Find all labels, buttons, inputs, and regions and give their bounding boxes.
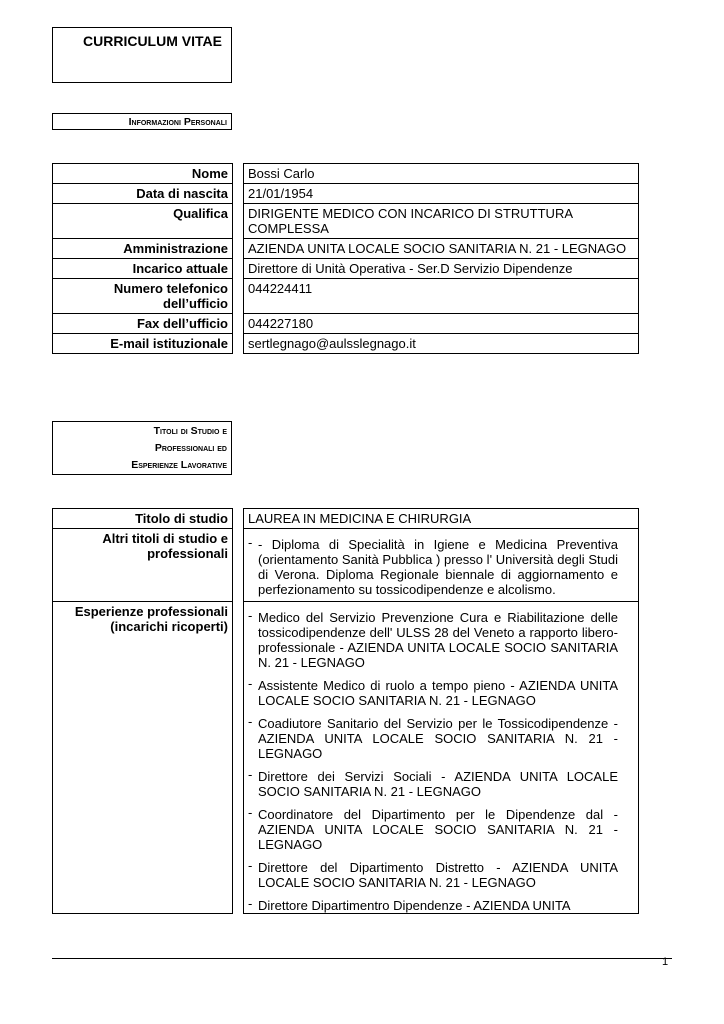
row-label: Numero telefonico dell’ufficio — [53, 279, 233, 314]
section-personal-info-header: Informazioni Personali — [52, 113, 232, 130]
row-value — [244, 529, 639, 602]
row-label: Altri titoli di studio e professionali — [53, 529, 233, 602]
table-row — [53, 529, 639, 602]
row-value: 044227180 — [244, 314, 639, 334]
row-value: AZIENDA UNITA LOCALE SOCIO SANITARIA N. 21 - LEGNAGO — [244, 239, 639, 259]
row-label: Amministrazione — [53, 239, 233, 259]
row-label: E-mail istituzionale — [53, 334, 233, 354]
list-item: - Medico del Servizio Prevenzione Cura e Riabilitazione delle tossicodipendenze dell' ULSS 28 del Veneto a rapporto libero-professionale - AZIENDA UNITA LOCALE SOCIO SANITARIA N. 21 - LEGNAGO — [248, 608, 618, 670]
table-row — [53, 279, 639, 314]
personal-info-table — [52, 163, 639, 354]
row-value: DIRIGENTE MEDICO CON INCARICO DI STRUTTURA COMPLESSA — [244, 204, 639, 239]
cv-title: CURRICULUM VITAE — [83, 33, 222, 49]
row-value: sertlegnago@aulsslegnago.it — [244, 334, 639, 354]
table-row — [53, 509, 639, 529]
list-item-text: Direttore del Dipartimento Distretto - AZIENDA UNITA LOCALE SOCIO SANITARIA N. 21 - LEGNAGO — [258, 860, 618, 890]
row-label: Fax dell’ufficio — [53, 314, 233, 334]
page-number: 1 — [662, 956, 669, 968]
list-item-text: - Diploma di Specialità in Igiene e Medicina Preventiva (orientamento Sanità Pubblica ) presso l' Università degli Studi di Verona. Diploma Regionale biennale di aggiornamento e perfezionamento su tossicodipendenze e alcolismo. — [258, 537, 618, 597]
row-value — [244, 602, 639, 914]
table-row — [53, 259, 639, 279]
row-value: 044224411 — [244, 279, 639, 314]
list-item-text: Coadiutore Sanitario del Servizio per le Tossicodipendenze - AZIENDA UNITA LOCALE SOCIO SANITARIA N. 21 - LEGNAGO — [258, 716, 618, 761]
list-item-text: Medico del Servizio Prevenzione Cura e Riabilitazione delle tossicodipendenze dell' ULSS 28 del Veneto a rapporto libero-professionale - AZIENDA UNITA LOCALE SOCIO SANITARIA N. 21 - LEGNAGO — [258, 610, 618, 670]
cv-title-box — [52, 27, 232, 83]
list-item-text: Direttore dei Servizi Sociali - AZIENDA UNITA LOCALE SOCIO SANITARIA N. 21 - LEGNAGO — [258, 769, 618, 799]
table-row — [53, 204, 639, 239]
row-value: Direttore di Unità Operativa - Ser.D Servizio Dipendenze — [244, 259, 639, 279]
row-label: Nome — [53, 164, 233, 184]
section-titoli-line: Esperienze Lavorative — [131, 459, 227, 471]
footer-rule — [52, 958, 672, 959]
list-item-text: Assistente Medico di ruolo a tempo pieno - AZIENDA UNITA LOCALE SOCIO SANITARIA N. 21 - LEGNAGO — [258, 678, 618, 708]
table-row — [53, 164, 639, 184]
education-table — [52, 508, 639, 914]
section-titoli-line: Titoli di Studio e — [153, 425, 227, 437]
list-item: - Direttore Dipartimentro Dipendenze - AZIENDA UNITA — [248, 896, 571, 913]
list-item-text: Coordinatore del Dipartimento per le Dipendenze dal - AZIENDA UNITA LOCALE SOCIO SANITARIA N. 21 - LEGNAGO — [258, 807, 618, 852]
list-item: - Coordinatore del Dipartimento per le Dipendenze dal - AZIENDA UNITA LOCALE SOCIO SANITARIA N. 21 - LEGNAGO — [248, 805, 618, 852]
section-titoli-header — [52, 421, 232, 475]
list-item: - Direttore del Dipartimento Distretto - AZIENDA UNITA LOCALE SOCIO SANITARIA N. 21 - LEGNAGO — [248, 858, 618, 890]
row-label: Data di nascita — [53, 184, 233, 204]
list-item: - Coadiutore Sanitario del Servizio per le Tossicodipendenze - AZIENDA UNITA LOCALE SOCIO SANITARIA N. 21 - LEGNAGO — [248, 714, 618, 761]
row-value: Bossi Carlo — [244, 164, 639, 184]
row-value: 21/01/1954 — [244, 184, 639, 204]
row-value: LAUREA IN MEDICINA E CHIRURGIA — [244, 509, 639, 529]
row-label: Esperienze professionali (incarichi ricoperti) — [53, 602, 233, 914]
row-label: Incarico attuale — [53, 259, 233, 279]
section-titoli-line: Professionali ed — [154, 442, 227, 454]
table-row — [53, 239, 639, 259]
list-item: - Direttore dei Servizi Sociali - AZIENDA UNITA LOCALE SOCIO SANITARIA N. 21 - LEGNAGO — [248, 767, 618, 799]
list-item-text: Direttore Dipartimentro Dipendenze - AZIENDA UNITA — [258, 898, 571, 913]
table-row — [53, 334, 639, 354]
table-row — [53, 184, 639, 204]
list-item: - - Diploma di Specialità in Igiene e Medicina Preventiva (orientamento Sanità Pubblica ) presso l' Università degli Studi di Verona. Diploma Regionale biennale di aggiornamento e perfezionamento su tossicodipendenze e alcolismo. — [248, 535, 618, 597]
row-label: Qualifica — [53, 204, 233, 239]
row-label: Titolo di studio — [53, 509, 233, 529]
list-item: - Assistente Medico di ruolo a tempo pieno - AZIENDA UNITA LOCALE SOCIO SANITARIA N. 21 - LEGNAGO — [248, 676, 618, 708]
table-row — [53, 602, 639, 914]
table-row — [53, 314, 639, 334]
